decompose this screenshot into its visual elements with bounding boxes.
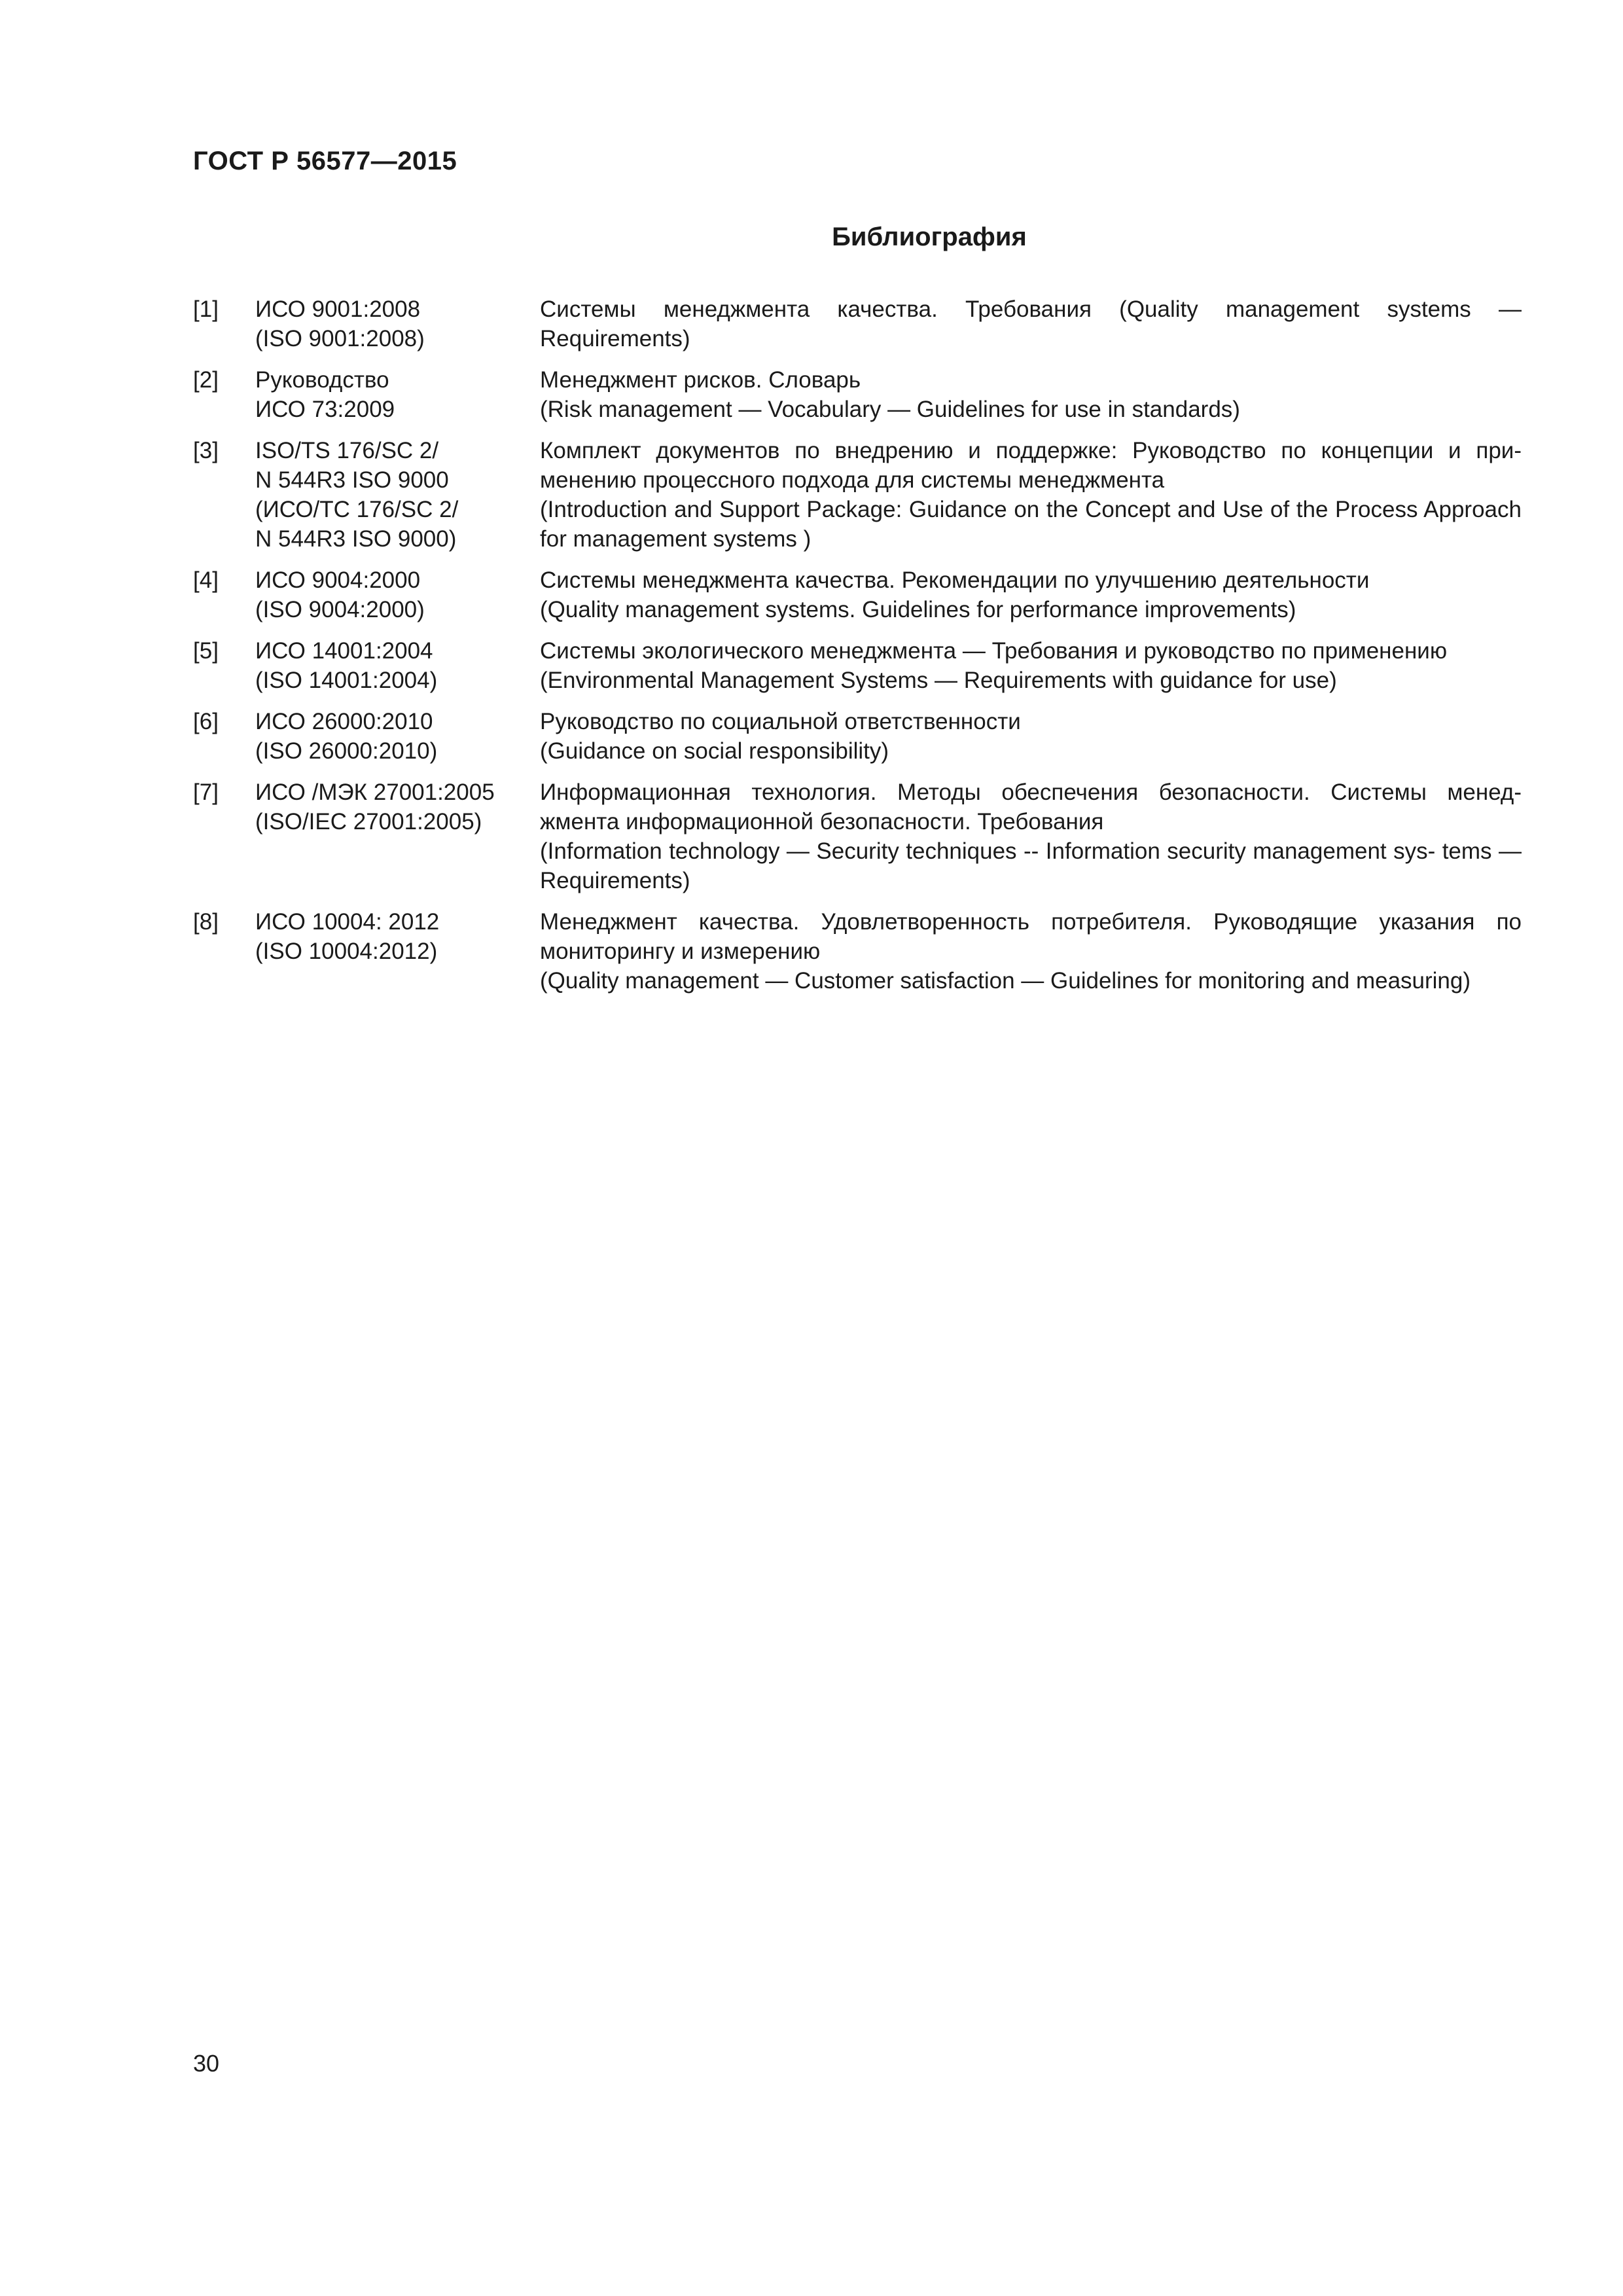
entry-number: [2] [193,367,219,393]
entry-number: [7] [193,780,219,805]
entry-description [540,365,1522,424]
entry-description [540,436,1522,554]
reference-line: ISO/TS 176/SC 2/ [255,438,439,463]
entry-reference [255,778,540,836]
bibliography-entry [193,778,1522,895]
description-text: (Information technology — Security techniques -- Information security management sys- tems — Requirements) [540,838,1522,893]
bibliography-entry [193,565,1522,624]
description-text: (Environmental Management Systems — Requirements with guidance for use) [540,668,1337,693]
reference-line: (ISO 10004:2012) [255,939,438,964]
entry-description [540,707,1522,766]
entry-reference [255,636,540,695]
entry-description [540,907,1522,996]
entry-number: [5] [193,638,219,664]
entry-number: [3] [193,438,219,463]
description-text: (Quality management — Customer satisfaction — Guidelines for monitoring and measuring) [540,968,1471,994]
description-text: (Quality management systems. Guidelines for performance improvements) [540,597,1296,622]
reference-line: (ISO/IEC 27001:2005) [255,809,482,834]
reference-line: (ИСО/ТС 176/SC 2/ [255,497,459,522]
entry-reference [255,907,540,966]
document-id-header: ГОСТ Р 56577—2015 [193,147,457,175]
entry-reference [255,707,540,766]
bibliography-entry [193,907,1522,996]
reference-line: (ISO 9004:2000) [255,597,425,622]
bibliography-entry [193,295,1522,353]
bibliography-title: Библиография [832,223,1027,251]
description-text: Системы менеджмента качества. Требования (Quality management systems — Requirements) [540,296,1522,351]
bibliography-entry [193,636,1522,695]
entry-number: [8] [193,909,219,935]
bibliography-entry [193,436,1522,554]
description-text: (Introduction and Support Package: Guidance on the Concept and Use of the Process Approach for management systems ) [540,497,1522,552]
bibliography-entry [193,707,1522,766]
reference-line: ИСО 14001:2004 [255,638,433,664]
entry-description [540,636,1522,695]
description-text: Комплект документов по внедрению и поддержке: Руководство по концепции и при- менению процессного подхода для системы менеджмента [540,438,1522,493]
reference-line: ИСО 73:2009 [255,397,395,422]
page-number: 30 [193,2050,220,2077]
reference-line: ИСО /МЭК 27001:2005 [255,780,495,805]
description-text: Системы экологического менеджмента — Требования и руководство по применению [540,638,1448,664]
reference-line: ИСО 26000:2010 [255,709,433,734]
bibliography-list [193,295,1522,1007]
reference-line: (ISO 26000:2010) [255,738,438,764]
entry-reference [255,295,540,353]
reference-line: ИСО 9004:2000 [255,567,421,593]
bibliography-entry [193,365,1522,424]
reference-line: N 544R3 ISO 9000) [255,526,457,552]
description-text: Руководство по социальной ответственности [540,709,1021,734]
description-text: (Guidance on social responsibility) [540,738,889,764]
entry-description [540,778,1522,895]
entry-reference [255,565,540,624]
reference-line: (ISO 14001:2004) [255,668,438,693]
description-text: Менеджмент качества. Удовлетворенность потребителя. Руководящие указания по мониторингу и измерению [540,909,1522,964]
reference-line: Руководство [255,367,389,393]
reference-line: (ISO 9001:2008) [255,326,425,351]
description-text: Системы менеджмента качества. Рекомендации по улучшению деятельности [540,567,1370,593]
entry-reference [255,436,540,554]
reference-line: N 544R3 ISO 9000 [255,467,449,493]
entry-number: [6] [193,709,219,734]
description-text: (Risk management — Vocabulary — Guidelines for use in standards) [540,397,1240,422]
entry-reference [255,365,540,424]
entry-number: [1] [193,296,219,322]
entry-number: [4] [193,567,219,593]
entry-description [540,565,1522,624]
reference-line: ИСО 10004: 2012 [255,909,440,935]
entry-description [540,295,1522,353]
description-text: Информационная технология. Методы обеспечения безопасности. Системы менед- жмента информационной безопасности. Требования [540,780,1522,834]
description-text: Менеджмент рисков. Словарь [540,367,861,393]
reference-line: ИСО 9001:2008 [255,296,421,322]
